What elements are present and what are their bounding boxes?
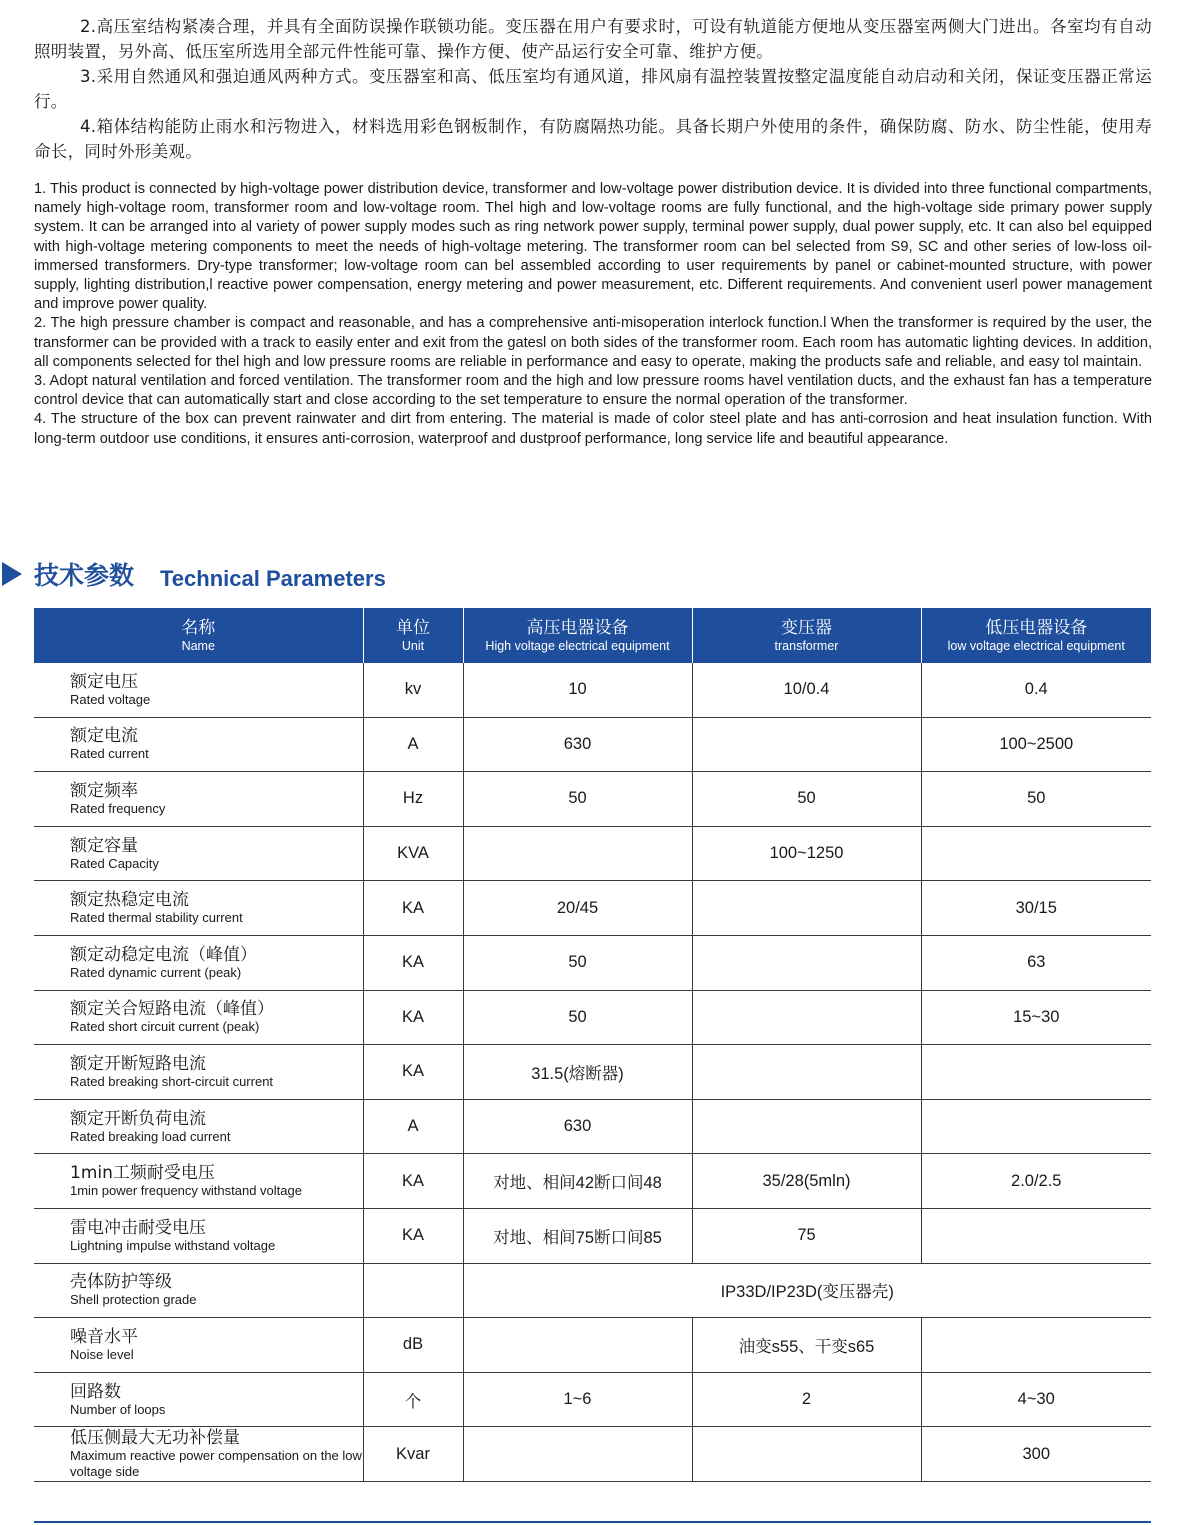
param-name-en: Maximum reactive power compensation on the low voltage side xyxy=(70,1448,362,1480)
param-name-cn: 额定热稳定电流 xyxy=(70,890,189,911)
lv-equipment-cell: 0.4 xyxy=(921,663,1151,717)
param-name-cn: 额定频率 xyxy=(70,780,138,801)
hv-equipment-cell: 50 xyxy=(463,772,692,827)
transformer-cell: 油变s55、干变s65 xyxy=(692,1318,921,1373)
param-name-cell xyxy=(34,1318,363,1373)
lv-equipment-cell xyxy=(921,826,1151,881)
hv-equipment-cell: 1~6 xyxy=(463,1372,692,1427)
table-row xyxy=(34,1427,1151,1482)
intro-en-paragraph: 1. This product is connected by high-voltage power distribution device, transformer and low-voltage power distribution device. It is divided into three functional compartments, namely high-voltage room, transformer room and low-voltage room. Thel high and low-voltage rooms are fully functional, and the high-voltage side primary power supply system. It can be arranged into al variety of power supply modes such as ring network power supply, terminal power supply, dual power supply, etc. It can also bel equipped with high-voltage metering components to meet the needs of high-voltage metering. The transformer room can bel selected from S9, SC and other series of low-loss oil-immersed transformers. Dry-type transformer; low-voltage room can bel assembled according to user requirements by panel or cabinet-mounted structure, with power supply, lighting distribution,l reactive power compensation, energy metering and power measurement, etc. Different requirements. And convenient userl power management and improve power quality. xyxy=(34,181,1152,313)
param-name-cn: 额定开断负荷电流 xyxy=(70,1108,206,1129)
param-name-cell xyxy=(34,717,363,772)
transformer-cell: 50 xyxy=(692,772,921,827)
param-name-en: Rated voltage xyxy=(70,691,151,707)
transformer-cell xyxy=(692,1427,921,1482)
lv-equipment-cell: 63 xyxy=(921,935,1151,990)
hv-equipment-cell xyxy=(463,826,692,881)
hv-equipment-cell: 10 xyxy=(463,663,692,717)
table-row xyxy=(34,1208,1151,1263)
intro-chinese xyxy=(34,14,1152,164)
hv-equipment-cell xyxy=(463,1427,692,1482)
param-name-en: Noise level xyxy=(70,1346,134,1362)
param-name-en: Rated short circuit current (peak) xyxy=(70,1019,260,1035)
intro-cn-paragraph: 2.高压室结构紧凑合理，并具有全面防误操作联锁功能。变压器在用户有要求时，可设有轨道能方便地从变压器室两侧大门进出。各室均有自动照明装置，另外高、低压室所选用全部元件性能可靠、操作方便、使产品运行安全可靠、维护方便。 xyxy=(34,17,1152,61)
transformer-cell: 75 xyxy=(692,1208,921,1263)
param-name-en: Rated frequency xyxy=(70,800,166,816)
intro-en-paragraph: 2. The high pressure chamber is compact and reasonable, and has a comprehensive anti-misoperation interlock function.l When the transformer is required by the user, the transformer can be provided with a track to easily enter and exit from the gatesl on both sides of the transformer room. Each room has automatic lighting devices. In addition, all components selected for thel high and low pressure rooms are reliable in performance and easy to operate, making the products safe and reliable, and easy tol maintain. xyxy=(34,315,1152,370)
param-name-en: Rated current xyxy=(70,746,149,762)
lv-equipment-cell xyxy=(921,1045,1151,1100)
table-row xyxy=(34,935,1151,990)
hv-equipment-cell xyxy=(463,1318,692,1373)
column-header: 低压电器设备 low voltage electrical equipment xyxy=(921,608,1151,663)
param-name-cn: 额定电流 xyxy=(70,726,138,747)
hv-equipment-cell: 对地、相间75断口间85 xyxy=(463,1208,692,1263)
unit-cell: Hz xyxy=(363,772,463,827)
param-name-cn: 回路数 xyxy=(70,1381,121,1402)
table-header-row xyxy=(34,608,1151,663)
param-name-cell xyxy=(34,881,363,936)
table-row xyxy=(34,990,1151,1045)
param-name-en: 1min power frequency withstand voltage xyxy=(70,1183,302,1199)
lv-equipment-cell xyxy=(921,1208,1151,1263)
param-name-cell xyxy=(34,663,363,717)
param-name-cn: 噪音水平 xyxy=(70,1326,138,1347)
param-name-en: Shell protection grade xyxy=(70,1292,197,1308)
column-header: 单位 Unit xyxy=(363,608,463,663)
table-row xyxy=(34,1099,1151,1154)
table-row xyxy=(34,663,1151,717)
lv-equipment-cell: 2.0/2.5 xyxy=(921,1154,1151,1209)
param-name-cell xyxy=(34,935,363,990)
lv-equipment-cell: 15~30 xyxy=(921,990,1151,1045)
bottom-divider xyxy=(34,1521,1151,1523)
param-name-cell xyxy=(34,1099,363,1154)
table-body xyxy=(34,663,1151,1481)
unit-cell: KVA xyxy=(363,826,463,881)
lv-equipment-cell: 30/15 xyxy=(921,881,1151,936)
table-row xyxy=(34,881,1151,936)
param-name-en: Rated thermal stability current xyxy=(70,910,243,926)
hv-equipment-cell: 对地、相间42断口间48 xyxy=(463,1154,692,1209)
unit-cell: KA xyxy=(363,990,463,1045)
param-name-cell xyxy=(34,1263,363,1318)
param-name-cell xyxy=(34,1154,363,1209)
unit-cell: kv xyxy=(363,663,463,717)
intro-cn-paragraph: 3.采用自然通风和强迫通风两种方式。变压器室和高、低压室均有通风道，排风扇有温控装置按整定温度能自动启动和关闭，保证变压器正常运行。 xyxy=(34,67,1152,111)
param-name-cn: 额定开断短路电流 xyxy=(70,1053,206,1074)
unit-cell: 个 xyxy=(363,1372,463,1427)
hv-equipment-cell: 50 xyxy=(463,990,692,1045)
table-row xyxy=(34,1372,1151,1427)
param-name-en: Lightning impulse withstand voltage xyxy=(70,1237,276,1253)
lv-equipment-cell: 50 xyxy=(921,772,1151,827)
param-name-cn: 1min工频耐受电压 xyxy=(70,1163,215,1184)
param-name-cn: 额定动稳定电流（峰值） xyxy=(70,944,257,965)
hv-equipment-cell: 630 xyxy=(463,1099,692,1154)
section-title-cn: 技术参数 xyxy=(34,561,135,590)
table-row xyxy=(34,826,1151,881)
table-row xyxy=(34,1263,1151,1318)
hv-equipment-cell: 630 xyxy=(463,717,692,772)
param-name-cn: 额定关合短路电流（峰值） xyxy=(70,999,274,1020)
triangle-arrow-icon xyxy=(2,562,22,586)
intro-en-paragraph: 3. Adopt natural ventilation and forced ventilation. The transformer room and the high and low pressure rooms havel ventilation ducts, and the exhaust fan has a temperature control device that can automatically start and close according to the set temperature to ensure the normal operation of the transformer. xyxy=(34,373,1152,409)
param-name-cell xyxy=(34,772,363,827)
transformer-cell xyxy=(692,1099,921,1154)
param-name-en: Rated dynamic current (peak) xyxy=(70,964,242,980)
param-name-cell xyxy=(34,990,363,1045)
param-name-cell xyxy=(34,1427,363,1482)
param-name-cell xyxy=(34,1208,363,1263)
transformer-cell xyxy=(692,717,921,772)
table-row xyxy=(34,1318,1151,1373)
table-row xyxy=(34,772,1151,827)
section-title-en: Technical Parameters xyxy=(160,566,386,591)
unit-cell: Kvar xyxy=(363,1427,463,1482)
transformer-cell: 100~1250 xyxy=(692,826,921,881)
table-row xyxy=(34,1045,1151,1100)
table-row xyxy=(34,717,1151,772)
param-name-cn: 低压侧最大无功补偿量 xyxy=(70,1428,240,1449)
param-name-en: Rated breaking short-circuit current xyxy=(70,1073,274,1089)
param-name-cn: 额定电压 xyxy=(70,671,138,692)
param-name-en: Number of loops xyxy=(70,1401,166,1417)
lv-equipment-cell xyxy=(921,1318,1151,1373)
intro-english xyxy=(34,180,1152,449)
lv-equipment-cell xyxy=(921,1099,1151,1154)
param-name-cn: 壳体防护等级 xyxy=(70,1272,172,1293)
table-row xyxy=(34,1154,1151,1209)
transformer-cell xyxy=(692,990,921,1045)
column-header: 名称 Name xyxy=(34,608,363,663)
merged-value-cell: IP33D/IP23D(变压器壳) xyxy=(463,1263,1151,1318)
column-header: 高压电器设备 High voltage electrical equipment xyxy=(463,608,692,663)
section-heading xyxy=(0,556,600,596)
column-header: 变压器 transformer xyxy=(692,608,921,663)
technical-parameters-table xyxy=(34,608,1151,1482)
hv-equipment-cell: 20/45 xyxy=(463,881,692,936)
lv-equipment-cell: 100~2500 xyxy=(921,717,1151,772)
intro-cn-paragraph: 4.箱体结构能防止雨水和污物进入，材料选用彩色钢板制作，有防腐隔热功能。具备长期户外使用的条件，确保防腐、防水、防尘性能，使用寿命长，同时外形美观。 xyxy=(34,117,1152,161)
param-name-cn: 额定容量 xyxy=(70,835,138,856)
param-name-cn: 雷电冲击耐受电压 xyxy=(70,1217,206,1238)
unit-cell: KA xyxy=(363,881,463,936)
param-name-cell xyxy=(34,1372,363,1427)
param-name-en: Rated Capacity xyxy=(70,855,159,871)
transformer-cell xyxy=(692,1045,921,1100)
transformer-cell: 2 xyxy=(692,1372,921,1427)
lv-equipment-cell: 4~30 xyxy=(921,1372,1151,1427)
intro-en-paragraph: 4. The structure of the box can prevent rainwater and dirt from entering. The material is made of color steel plate and has anti-corrosion and heat insulation function. With long-term outdoor use conditions, it ensures anti-corrosion, waterproof and dustproof performance, long service life and beautiful appearance. xyxy=(34,411,1152,447)
lv-equipment-cell: 300 xyxy=(921,1427,1151,1482)
unit-cell: dB xyxy=(363,1318,463,1373)
hv-equipment-cell: 31.5(熔断器) xyxy=(463,1045,692,1100)
unit-cell: A xyxy=(363,717,463,772)
param-name-en: Rated breaking load current xyxy=(70,1128,231,1144)
transformer-cell: 10/0.4 xyxy=(692,663,921,717)
unit-cell: KA xyxy=(363,1208,463,1263)
unit-cell: A xyxy=(363,1099,463,1154)
unit-cell: KA xyxy=(363,935,463,990)
unit-cell xyxy=(363,1263,463,1318)
transformer-cell xyxy=(692,881,921,936)
param-name-cell xyxy=(34,826,363,881)
transformer-cell: 35/28(5mln) xyxy=(692,1154,921,1209)
param-name-cell xyxy=(34,1045,363,1100)
transformer-cell xyxy=(692,935,921,990)
hv-equipment-cell: 50 xyxy=(463,935,692,990)
unit-cell: KA xyxy=(363,1154,463,1209)
unit-cell: KA xyxy=(363,1045,463,1100)
